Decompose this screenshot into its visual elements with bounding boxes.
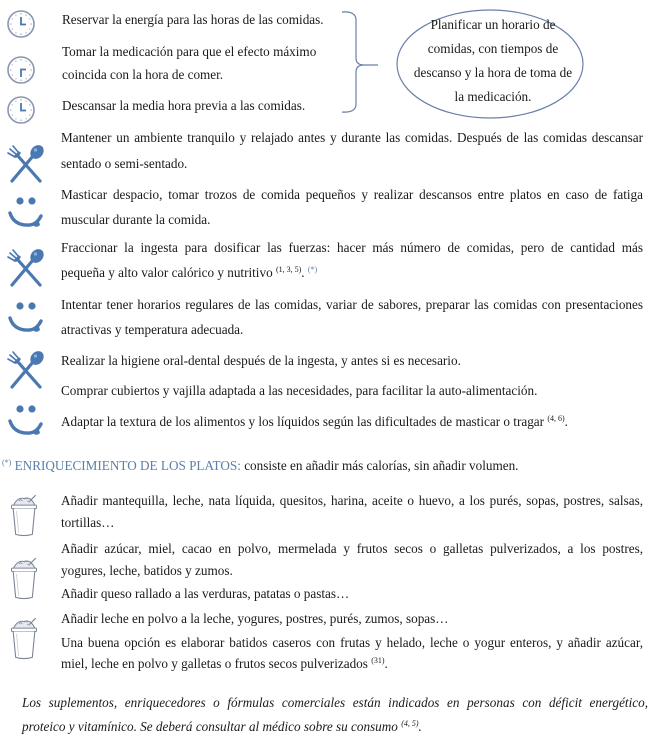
smiley-icon xyxy=(6,300,46,336)
reference: (1, 3, 5) xyxy=(275,265,302,274)
enrichment-item-5-text: miel, leche en polvo y galletas o frutos secos pulverizados xyxy=(61,656,368,671)
milkshake-cup-icon xyxy=(9,557,39,601)
period: . xyxy=(564,414,568,429)
tip-2-line1: Masticar despacio, tomar trozos de comida pequeños y realizar descansos entre platos en caso de fatiga xyxy=(61,187,643,202)
footer-note-text: proteico y vitamínico. Se deberá consultar al médico sobre su consumo xyxy=(22,719,398,734)
period: . xyxy=(384,656,388,671)
footer-note-line2 xyxy=(22,719,422,735)
enrichment-item-5-line1: Una buena opción es elaborar batidos caseros con frutas y helado, leche o yogur enteros, y añadir azúcar, xyxy=(61,635,643,650)
right-brace xyxy=(340,8,380,118)
tip-7-text: Adaptar la textura de los alimentos y los líquidos según las dificultades de masticar o tragar xyxy=(61,414,545,429)
enrichment-item-2-line2: yogures, leche, batidos y zumos. xyxy=(61,563,233,578)
smiley-icon xyxy=(6,195,46,231)
tip-3-line2: pequeña y alto valor calórico y nutritivo $^{(1, 3, 5)}$. (*) xyxy=(61,265,318,280)
enrichment-description: consiste en añadir más calorías, sin añadir volumen. xyxy=(244,458,519,473)
milkshake-cup-icon xyxy=(9,494,39,538)
summary-line: Planificar un horario de xyxy=(430,17,556,32)
reference: (31) xyxy=(371,656,385,665)
summary-line: descanso y la hora de toma de xyxy=(413,65,573,80)
schedule-item-1: Reservar la energía para las horas de las comidas. xyxy=(62,12,324,27)
tip-6: Comprar cubiertos y vajilla adaptada a las necesidades, para facilitar la auto-alimentación. xyxy=(61,383,538,398)
tip-5: Realizar la higiene oral-dental después de la ingesta, y antes si es necesario. xyxy=(61,353,461,368)
enrichment-link-mark[interactable]: (*) xyxy=(307,265,318,274)
tip-3-text: pequeña y alto valor calórico y nutritivo xyxy=(61,265,273,280)
tip-1-line2: sentado o semi-sentado. xyxy=(61,156,188,171)
schedule-item-3: Descansar la media hora previa a las comidas. xyxy=(62,98,306,113)
enrichment-title: ENRIQUECIMIENTO DE LOS PLATOS: xyxy=(14,458,241,473)
smiley-icon xyxy=(6,403,46,439)
summary-line: la medicación. xyxy=(454,89,532,104)
tip-1-line1: Mantener un ambiente tranquilo y relajado antes y durante las comidas. Después de las comidas descansar xyxy=(61,130,643,145)
period: . xyxy=(418,719,422,734)
milkshake-cup-icon xyxy=(9,617,39,661)
tip-3-line1: Fraccionar la ingesta para dosificar las fuerzas: hacer más número de comidas, pero de cantidad más xyxy=(61,240,643,255)
enrichment-item-1-line2: tortillas… xyxy=(61,515,115,530)
tip-4-line2: atractivas y temperatura adecuada. xyxy=(61,322,244,337)
clock-icon xyxy=(6,9,36,39)
enrichment-item-3: Añadir queso rallado a las verduras, patatas o pastas… xyxy=(61,586,350,601)
reference: (4, 5) xyxy=(401,719,419,728)
tip-4-line1: Intentar tener horarios regulares de las comidas, variar de sabores, preparar las comidas con presentaciones xyxy=(61,297,643,312)
tip-7 xyxy=(61,414,568,430)
enrichment-heading xyxy=(2,458,518,474)
enrichment-item-2-line1: Añadir azúcar, miel, cacao en polvo, mermelada y frutos secos o galletas pulverizados, a los postres, xyxy=(61,541,643,556)
enrichment-item-5-line2 xyxy=(61,656,388,672)
summary-bubble-text xyxy=(398,13,588,109)
fork-spoon-icon xyxy=(6,144,46,184)
enrichment-mark: (*) xyxy=(2,458,12,467)
tip-2-line2: muscular durante la comida. xyxy=(61,212,211,227)
clock-icon xyxy=(6,95,36,125)
reference: (4, 6) xyxy=(547,414,565,423)
enrichment-item-4: Añadir leche en polvo a la leche, yogures, postres, purés, zumos, sopas… xyxy=(61,611,449,626)
schedule-item-2-line2: coincida con la hora de comer. xyxy=(62,67,224,82)
clock-icon xyxy=(6,55,36,85)
enrichment-item-1-line1: Añadir mantequilla, leche, nata líquida, quesitos, harina, aceite o huevo, a los purés, sopas, postres, salsas, xyxy=(61,493,643,508)
fork-spoon-icon xyxy=(6,350,46,390)
footer-note-line1: Los suplementos, enriquecedores o fórmulas comerciales están indicados en personas con déficit energético, xyxy=(22,695,648,710)
summary-line: comidas, con tiempos de xyxy=(427,41,559,56)
fork-spoon-icon xyxy=(6,248,46,288)
schedule-item-2-line1: Tomar la medicación para que el efecto máximo xyxy=(62,44,317,59)
